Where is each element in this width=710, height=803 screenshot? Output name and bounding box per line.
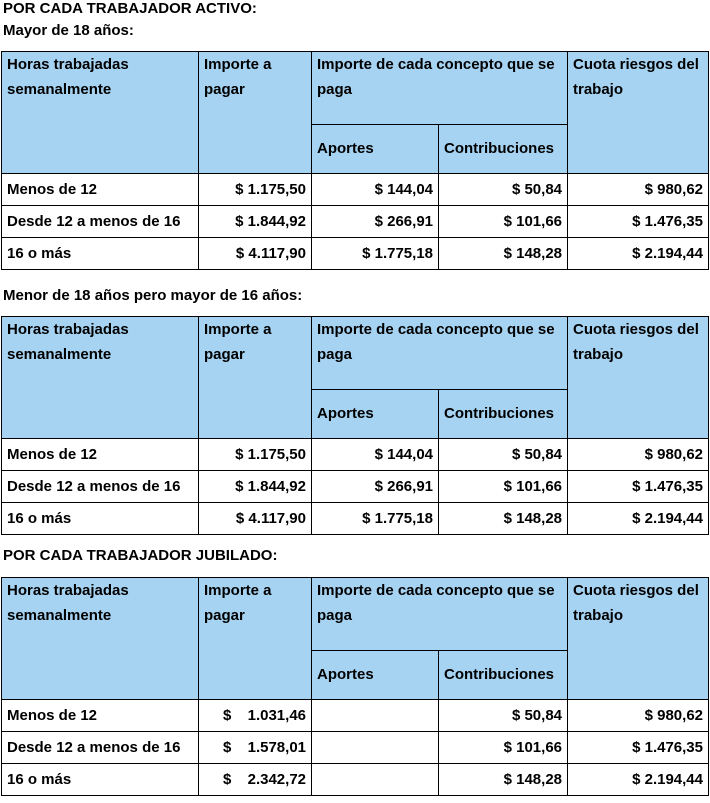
cell-aportes [312,764,439,796]
cell-importe: $ 1.844,92 [199,206,312,238]
amount-value: 2.342,72 [247,771,306,788]
table-row [2,503,709,535]
cell-cuota: $ 1.476,35 [568,471,709,503]
table-row [2,439,709,471]
cell-aportes: $ 1.775,18 [312,238,439,270]
cell-cuota: $ 980,62 [568,439,709,471]
cell-contribuciones: $ 50,84 [439,439,568,471]
cell-contribuciones: $ 50,84 [439,700,568,732]
header-contribuciones: Contribuciones [439,651,568,700]
cell-importe: $ 4.117,90 [199,503,312,535]
cell-importe [199,700,312,732]
cell-aportes: $ 144,04 [312,439,439,471]
header-concepto: Importe de cada concepto que se paga [312,52,568,125]
cell-contribuciones: $ 101,66 [439,732,568,764]
cell-horas: 16 o más [2,238,199,270]
cell-cuota: $ 1.476,35 [568,206,709,238]
cell-horas: Menos de 12 [2,174,199,206]
cell-importe [199,764,312,796]
cell-importe [199,732,312,764]
cell-contribuciones: $ 50,84 [439,174,568,206]
header-cuota: Cuota riesgos del trabajo [568,578,709,700]
cell-importe: $ 1.175,50 [199,439,312,471]
table-jubilado [1,577,709,796]
header-importe: Importe a pagar [199,52,312,174]
table-row [2,764,709,796]
header-aportes: Aportes [312,390,439,439]
table-row [2,471,709,503]
header-aportes: Aportes [312,125,439,174]
cell-aportes [312,732,439,764]
section-title-activo: POR CADA TRABAJADOR ACTIVO: [3,0,257,17]
header-concepto: Importe de cada concepto que se paga [312,578,568,651]
cell-horas: Desde 12 a menos de 16 [2,732,199,764]
cell-horas: Menos de 12 [2,700,199,732]
header-concepto: Importe de cada concepto que se paga [312,317,568,390]
cell-aportes: $ 144,04 [312,174,439,206]
cell-contribuciones: $ 148,28 [439,764,568,796]
cell-cuota: $ 2.194,44 [568,503,709,535]
subtitle-menor-18: Menor de 18 años pero mayor de 16 años: [3,287,303,304]
table-row [2,700,709,732]
header-cuota: Cuota riesgos del trabajo [568,52,709,174]
amount-value: 1.031,46 [247,707,306,724]
table-row [2,206,709,238]
section-title-jubilado: POR CADA TRABAJADOR JUBILADO: [3,547,278,564]
cell-horas: 16 o más [2,503,199,535]
cell-importe: $ 4.117,90 [199,238,312,270]
cell-contribuciones: $ 148,28 [439,503,568,535]
currency-symbol: $ [223,771,232,788]
header-contribuciones: Contribuciones [439,390,568,439]
header-importe: Importe a pagar [199,317,312,439]
table-row [2,174,709,206]
cell-aportes: $ 1.775,18 [312,503,439,535]
table-activo-mayor-18 [1,51,709,270]
header-aportes: Aportes [312,651,439,700]
cell-contribuciones: $ 101,66 [439,206,568,238]
cell-horas: Desde 12 a menos de 16 [2,206,199,238]
cell-horas: 16 o más [2,764,199,796]
header-contribuciones: Contribuciones [439,125,568,174]
header-horas: Horas trabajadas semanalmente [2,578,199,700]
cell-horas: Menos de 12 [2,439,199,471]
header-cuota: Cuota riesgos del trabajo [568,317,709,439]
cell-cuota: $ 980,62 [568,700,709,732]
table-row [2,238,709,270]
cell-cuota: $ 980,62 [568,174,709,206]
cell-horas: Desde 12 a menos de 16 [2,471,199,503]
header-horas: Horas trabajadas semanalmente [2,317,199,439]
cell-importe: $ 1.844,92 [199,471,312,503]
cell-contribuciones: $ 101,66 [439,471,568,503]
cell-cuota: $ 2.194,44 [568,764,709,796]
subtitle-mayor-18: Mayor de 18 años: [3,22,134,39]
header-horas: Horas trabajadas semanalmente [2,52,199,174]
cell-cuota: $ 1.476,35 [568,732,709,764]
amount-value: 1.578,01 [247,739,306,756]
cell-aportes: $ 266,91 [312,471,439,503]
table-row [2,732,709,764]
cell-contribuciones: $ 148,28 [439,238,568,270]
cell-aportes: $ 266,91 [312,206,439,238]
cell-cuota: $ 2.194,44 [568,238,709,270]
currency-symbol: $ [223,707,232,724]
table-activo-menor-18 [1,316,709,535]
header-importe: Importe a pagar [199,578,312,700]
cell-aportes [312,700,439,732]
currency-symbol: $ [223,739,232,756]
cell-importe: $ 1.175,50 [199,174,312,206]
